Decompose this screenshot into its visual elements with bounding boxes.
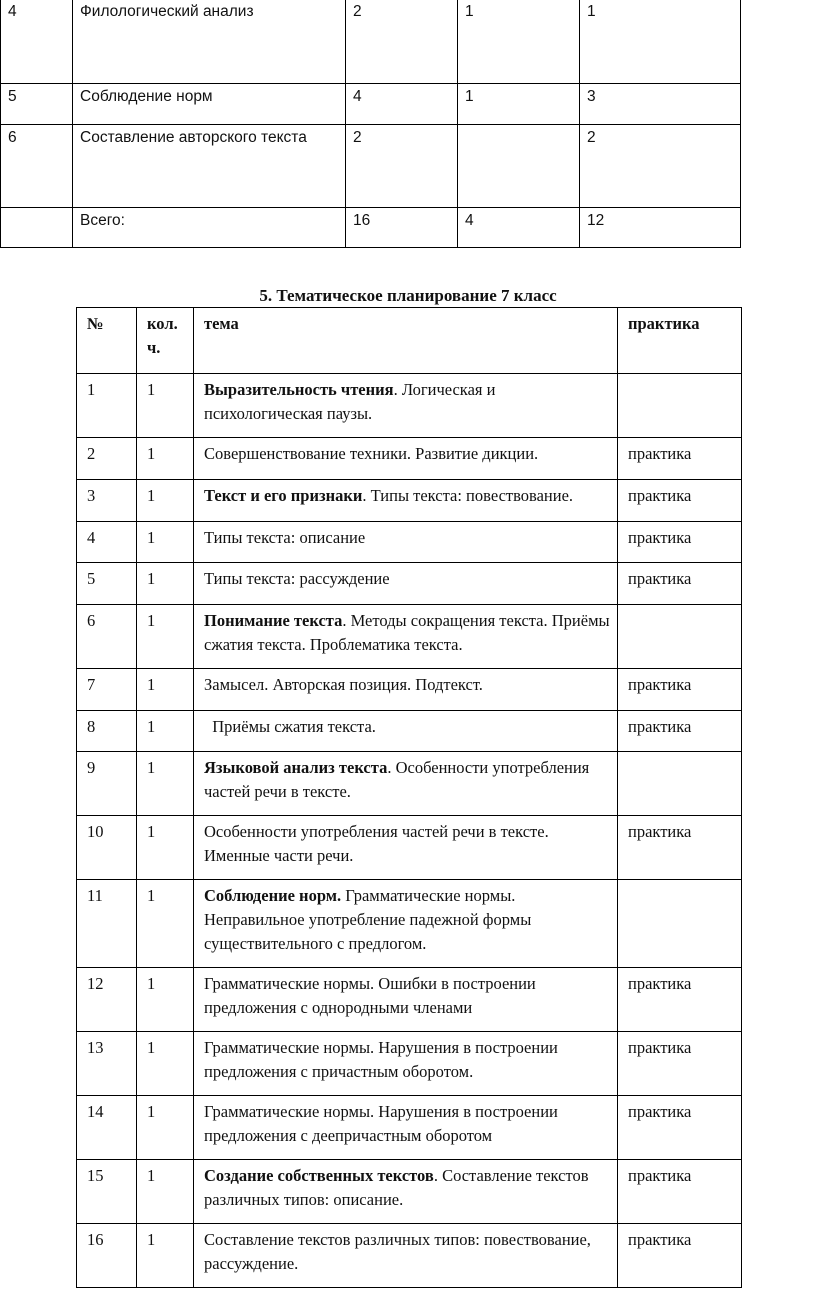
row-number: 5 (1, 84, 73, 125)
lesson-hours: 1 (137, 374, 194, 438)
row-number: 4 (1, 0, 73, 84)
lesson-practice (618, 880, 742, 968)
topic-text: . Особенности употребления частей речи в тексте. (204, 758, 590, 801)
lesson-topic (194, 711, 618, 752)
lesson-number: 5 (77, 563, 137, 605)
table-row (77, 438, 742, 480)
lesson-number: 7 (77, 669, 137, 711)
lesson-number: 12 (77, 968, 137, 1032)
lesson-topic (194, 374, 618, 438)
header-practice: практика (618, 308, 742, 374)
table-row (77, 752, 742, 816)
lesson-number: 10 (77, 816, 137, 880)
lesson-hours: 1 (137, 1224, 194, 1288)
lesson-hours: 1 (137, 605, 194, 669)
lesson-number: 2 (77, 438, 137, 480)
lesson-practice: практика (618, 711, 742, 752)
lesson-topic (194, 816, 618, 880)
section-name: Составление авторского текста (73, 125, 346, 208)
practice-hours: 12 (580, 208, 741, 248)
topic-heading: Понимание текста (204, 611, 343, 630)
lesson-number: 1 (77, 374, 137, 438)
table-row (77, 669, 742, 711)
total-hours: 2 (346, 0, 458, 84)
lesson-number: 4 (77, 522, 137, 563)
table-row (77, 605, 742, 669)
lesson-practice: практика (618, 438, 742, 480)
lesson-hours: 1 (137, 669, 194, 711)
lesson-topic (194, 605, 618, 669)
lesson-number: 14 (77, 1096, 137, 1160)
section-name: Филологический анализ (73, 0, 346, 84)
lesson-practice (618, 752, 742, 816)
table-row (77, 563, 742, 605)
lesson-hours: 1 (137, 563, 194, 605)
topic-text: Грамматические нормы. Ошибки в построении предложения с однородными членами (204, 974, 536, 1017)
lesson-practice (618, 374, 742, 438)
lesson-number: 15 (77, 1160, 137, 1224)
table-row (1, 208, 741, 248)
topic-text: Грамматические нормы. Нарушения в построении предложения с причастным оборотом. (204, 1038, 558, 1081)
topic-text: . Составление текстов различных типов: описание. (204, 1166, 589, 1209)
lesson-topic (194, 438, 618, 480)
theory-hours: 1 (458, 84, 580, 125)
lesson-hours: 1 (137, 438, 194, 480)
lesson-practice: практика (618, 968, 742, 1032)
topic-text: . Типы текста: повествование. (362, 486, 574, 505)
table-row (77, 480, 742, 522)
lesson-topic (194, 1224, 618, 1288)
table-row (77, 1160, 742, 1224)
theory-hours (458, 125, 580, 208)
topic-text: Типы текста: рассуждение (204, 569, 390, 588)
lesson-practice: практика (618, 1160, 742, 1224)
header-hours: кол. ч. (137, 308, 194, 374)
topic-text: Грамматические нормы. Нарушения в построении предложения с деепричастным оборотом (204, 1102, 558, 1145)
topic-text: . Методы сокращения текста. Приёмы сжатия текста. Проблематика текста. (204, 611, 610, 654)
lesson-hours: 1 (137, 752, 194, 816)
topic-heading: Языковой анализ текста (204, 758, 388, 777)
lesson-topic (194, 880, 618, 968)
lesson-number: 13 (77, 1032, 137, 1096)
theory-hours: 4 (458, 208, 580, 248)
table-row (77, 1224, 742, 1288)
practice-hours: 1 (580, 0, 741, 84)
lesson-hours: 1 (137, 880, 194, 968)
lesson-topic (194, 1096, 618, 1160)
total-hours: 4 (346, 84, 458, 125)
table-row (77, 711, 742, 752)
table-row (1, 84, 741, 125)
lesson-hours: 1 (137, 522, 194, 563)
table-row (1, 125, 741, 208)
lesson-practice: практика (618, 1224, 742, 1288)
topic-text: . Логическая и психологическая паузы. (204, 380, 496, 423)
lesson-hours: 1 (137, 1032, 194, 1096)
lesson-hours: 1 (137, 480, 194, 522)
lesson-number: 8 (77, 711, 137, 752)
lesson-topic (194, 480, 618, 522)
lesson-practice: практика (618, 563, 742, 605)
topic-text: Составление текстов различных типов: повествование, рассуждение. (204, 1230, 591, 1273)
lesson-topic (194, 669, 618, 711)
total-hours: 2 (346, 125, 458, 208)
lesson-number: 16 (77, 1224, 137, 1288)
hours-summary-table (0, 0, 741, 248)
total-hours: 16 (346, 208, 458, 248)
lesson-topic (194, 752, 618, 816)
lesson-hours: 1 (137, 1160, 194, 1224)
topic-heading: Соблюдение норм. (204, 886, 342, 905)
table-row (77, 880, 742, 968)
lesson-practice: практика (618, 1096, 742, 1160)
table-header-row (77, 308, 742, 374)
topic-text: Грамматические нормы. Неправильное употребление падежной формы существительного с предлогом. (204, 886, 532, 953)
lesson-topic (194, 522, 618, 563)
topic-heading: Создание собственных текстов (204, 1166, 434, 1185)
lesson-practice (618, 605, 742, 669)
lesson-hours: 1 (137, 968, 194, 1032)
lesson-topic (194, 1160, 618, 1224)
row-number (1, 208, 73, 248)
table-row (77, 522, 742, 563)
lesson-number: 9 (77, 752, 137, 816)
row-number: 6 (1, 125, 73, 208)
table-row (77, 1032, 742, 1096)
section-name: Всего: (73, 208, 346, 248)
topic-heading: Текст и его признаки (204, 486, 363, 505)
lesson-practice: практика (618, 669, 742, 711)
lesson-hours: 1 (137, 711, 194, 752)
table-row (77, 968, 742, 1032)
practice-hours: 2 (580, 125, 741, 208)
section-title: 5. Тематическое планирование 7 класс (259, 286, 557, 305)
topic-text: Типы текста: описание (204, 528, 366, 547)
table-row (1, 0, 741, 84)
lesson-practice: практика (618, 480, 742, 522)
topic-text: Замысел. Авторская позиция. Подтекст. (204, 675, 483, 694)
lesson-topic (194, 968, 618, 1032)
lesson-practice: практика (618, 522, 742, 563)
header-number: № (77, 308, 137, 374)
table-row (77, 374, 742, 438)
practice-hours: 3 (580, 84, 741, 125)
table-row (77, 816, 742, 880)
table-row (77, 1096, 742, 1160)
topic-text: Особенности употребления частей речи в тексте. Именные части речи. (204, 822, 549, 865)
lesson-practice: практика (618, 816, 742, 880)
lesson-hours: 1 (137, 816, 194, 880)
header-topic: тема (194, 308, 618, 374)
section-name: Соблюдение норм (73, 84, 346, 125)
theory-hours: 1 (458, 0, 580, 84)
topic-heading: Выразительность чтения (204, 380, 394, 399)
lesson-topic (194, 1032, 618, 1096)
lesson-number: 11 (77, 880, 137, 968)
lesson-topic (194, 563, 618, 605)
lesson-number: 6 (77, 605, 137, 669)
thematic-plan-table (76, 307, 742, 1288)
lesson-practice: практика (618, 1032, 742, 1096)
topic-text: Приёмы сжатия текста. (204, 717, 376, 736)
lesson-hours: 1 (137, 1096, 194, 1160)
topic-text: Совершенствование техники. Развитие дикции. (204, 444, 539, 463)
lesson-number: 3 (77, 480, 137, 522)
